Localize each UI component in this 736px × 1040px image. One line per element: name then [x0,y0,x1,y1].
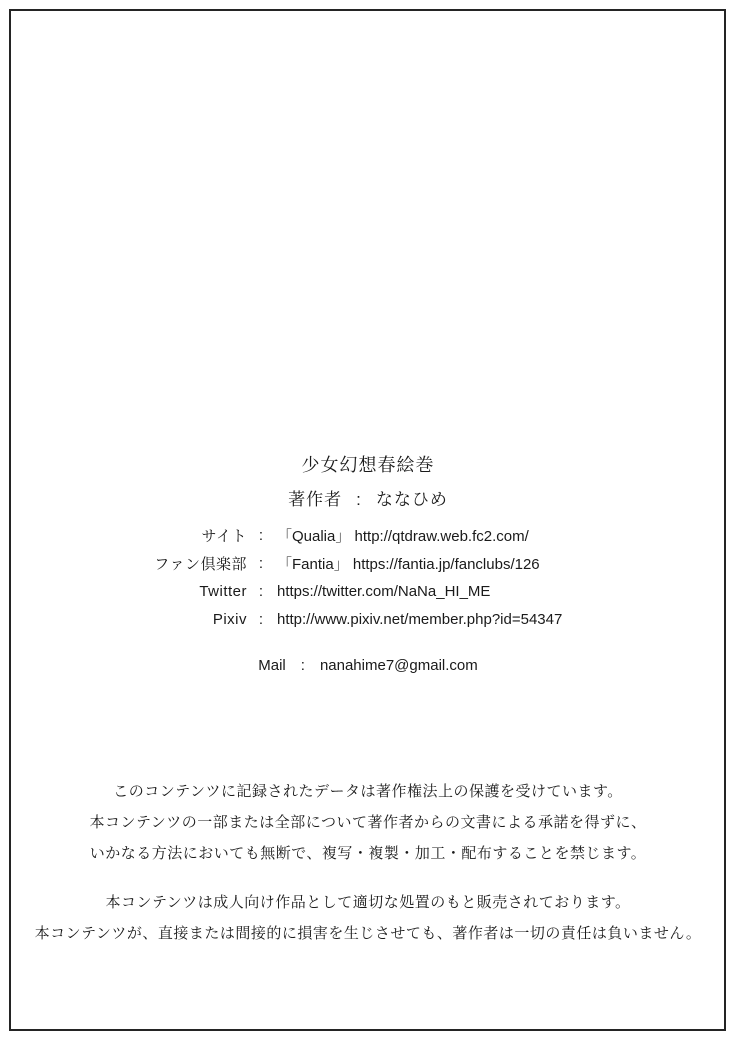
page-border-frame [9,9,726,1031]
copyright-line: 本コンテンツの一部または全部について著作者からの文書による承諾を得ずに、 [89,814,647,831]
link-label-pixiv: Pixiv [212,610,247,628]
copyright-line: いかなる方法においても無断で、複写・複製・加工・配布することを禁じます。 [89,845,647,862]
author-name: ななひめ [375,490,448,509]
disclaimer-line: 本コンテンツが、直接または間接的に損害を生じさせても、著作者は一切の責任は負いません。 [34,925,702,942]
copyright-line: このコンテンツに記録されたデータは著作権法上の保護を受けています。 [113,783,623,800]
link-colon: : [258,610,264,628]
work-title: 少女幻想春絵巻 [301,455,435,475]
link-row-site [0,521,736,549]
author-colon: : [356,490,362,509]
link-label-fanclub: ファン倶楽部 [154,555,247,573]
author-line [0,485,736,510]
disclaimer-line: 本コンテンツは成人向け作品として適切な処置のもと販売されております。 [105,894,631,911]
link-value-site: 「Qualia」 http://qtdraw.web.fc2.com/ [277,527,529,545]
copyright-notice [0,776,736,869]
link-value-pixiv: http://www.pixiv.net/member.php?id=54347 [277,610,563,628]
link-colon: : [258,582,264,600]
author-label: 著作者 [288,490,343,509]
link-label-twitter: Twitter [199,582,247,600]
links-list [0,521,736,633]
link-colon: : [258,554,264,572]
mail-value: nanahime7@gmail.com [319,657,478,674]
link-colon: : [258,526,264,544]
link-row-fanclub [0,549,736,577]
link-label-site: サイト [201,527,247,545]
link-row-twitter [0,577,736,605]
link-row-pixiv [0,605,736,633]
mail-line [0,657,736,674]
mail-label: Mail [258,657,286,674]
link-value-fanclub: 「Fantia」 https://fantia.jp/fanclubs/126 [277,555,540,573]
mail-colon: : [300,657,305,674]
disclaimer-notice [0,887,736,949]
link-value-twitter: https://twitter.com/NaNa_HI_ME [277,582,491,600]
